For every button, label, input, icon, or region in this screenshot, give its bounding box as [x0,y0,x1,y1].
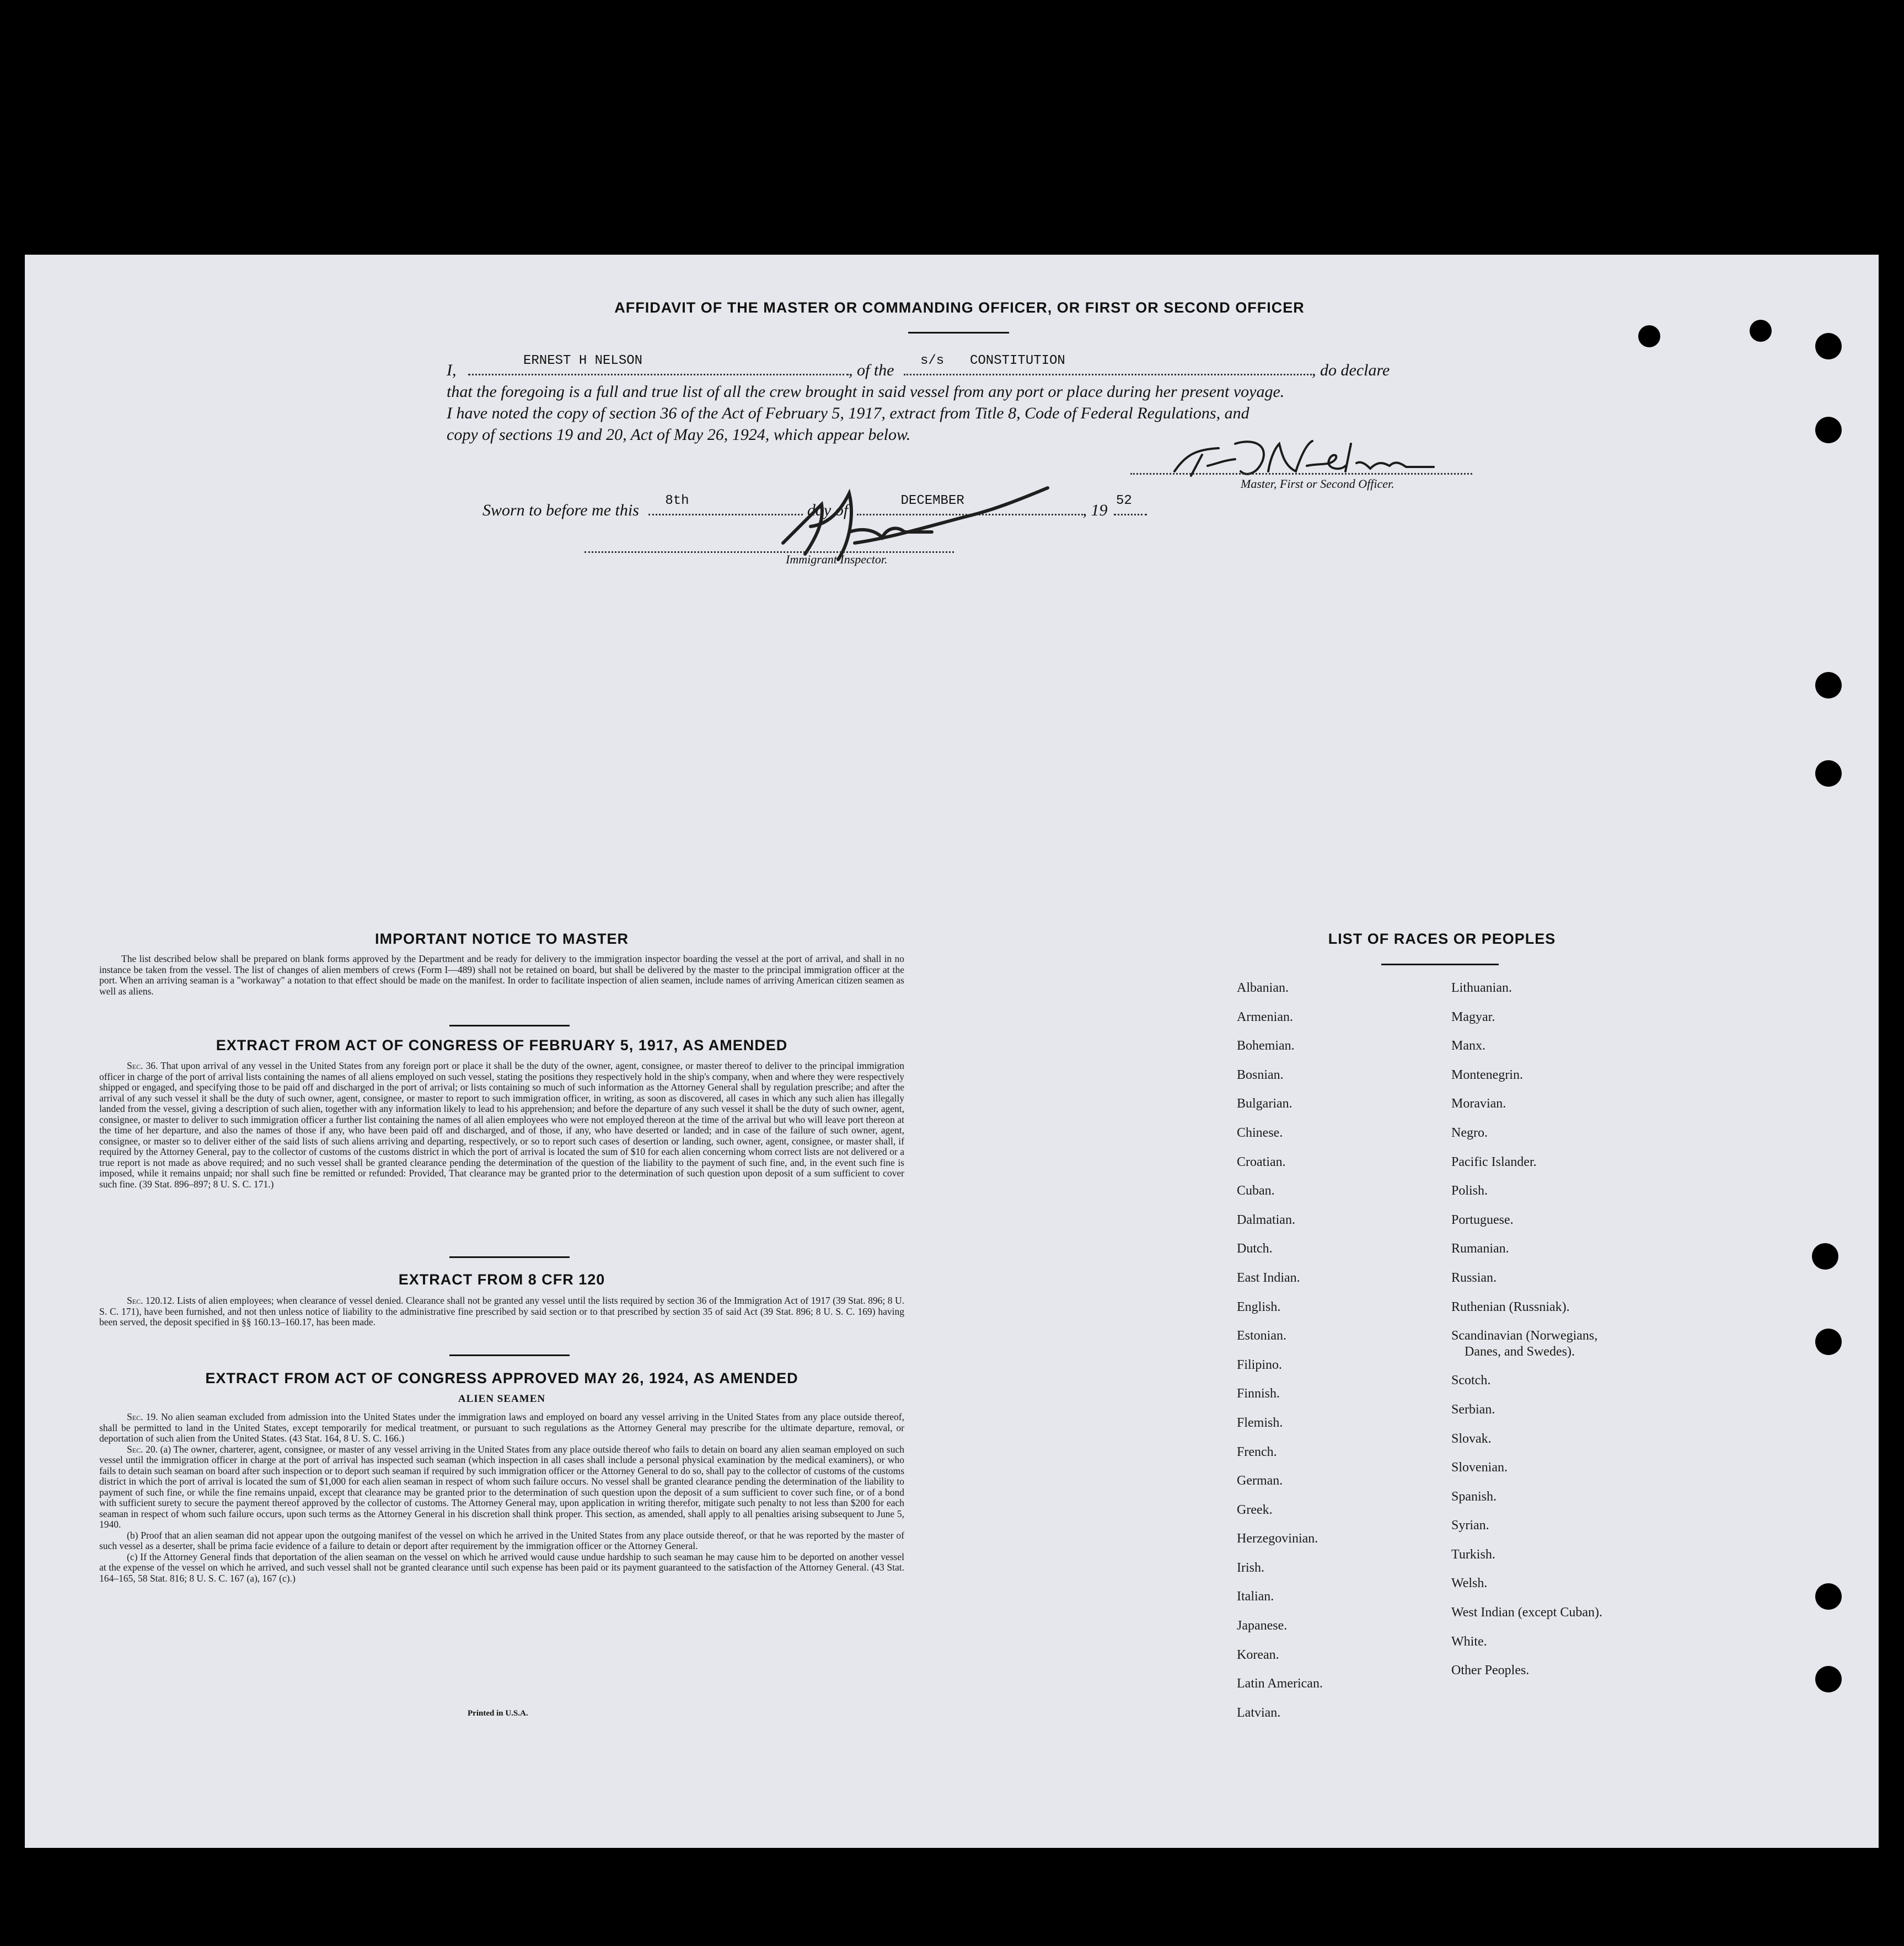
race-item: Pacific Islander. [1451,1154,1537,1169]
sec-36-text: That upon arrival of any vessel in the United States from any foreign port or place it shall be the duty of the owner, agent, consignee, or master thereof to deliver to the principal immigration officer in charge of the port of arrival lists containing the names of all aliens employed on such vessel, stating the positions they respectively hold in the ship's company, when and where they were respectively shipped or engaged, and specifying those to be paid off and discharged in the port of arrival; or lists containing so much of such information as the Attorney General shall by regulation prescribe; and after the arrival of any such vessel it shall be the duty of such owner, agent, consignee, or master to report to such immigration officer, in writing, as soon as discovered, all cases in which any such alien has illegally landed from the vessel, giving a description of such alien, together with any information likely to lead to his apprehension; and before the departure of any such vessel it shall be the duty of such owner, agent, consignee, or master to deliver to such immigration officer a further list containing the names of all alien employees who were not employed thereon at the time of the arrival but who will leave port thereon at the time of her departure, and also the names of those if any, who have been paid off and discharged, and of those, if any, who have deserted or landed; and in case of the failure of such owner, agent, consignee, or master so to deliver either of the said lists of such aliens arriving and departing, respectively, or so to report such cases of desertion or landing, such owner, agent, consignee, or master shall, if required by the Attorney General, pay to the collector of customs of the customs district in which the port of arrival is located the sum of $10 for each alien concerning whom correct lists are not delivered or a true report is not made as above required; and no such vessel shall be granted clearance pending the determination of the question of the liability to the payment of such fine, and, in the event such fine is imposed, while it remains unpaid; nor shall such fine be remitted or refunded: Provided, That clearance may be granted prior to the determination of such question upon deposit of a sum sufficient to cover such fine. (39 Stat. 896–897; 8 U. S. C. 171.) [99,1060,904,1190]
sec-19-text: No alien seaman excluded from admission into the United States under the immigration laws and employed on board any vessel arriving in the United States from any place outside thereof, shall be permitted to land in the United States, except temporarily for medical treatment, or pursuant to such regulations as the Attorney General may prescribe for the ultimate departure, removal, or deportation of such alien from the United States. (43 Stat. 164, 8 U. S. C. 166.) [99,1411,904,1444]
punch-hole [1815,1329,1842,1355]
sec-20b-paragraph: (b) Proof that an alien seaman did not appear upon the outgoing manifest of the vessel on which he arrived in the United States from any place outside thereof, or that he was reported by the master of such vessel as a deserter, shall be prima facie evidence of a failure to detain or deport after requirement by the immigration officer or the Attorney General. [99,1529,904,1551]
notice-title: IMPORTANT NOTICE TO MASTER [375,931,629,947]
race-item: Dutch. [1237,1241,1273,1256]
race-item: Rumanian. [1451,1241,1509,1256]
inspector-signature-line [584,535,954,553]
sworn-year-field [1114,493,1147,515]
sworn-day: 8th [665,493,689,508]
extract-1924-subtitle: ALIEN SEAMEN [458,1393,546,1405]
punch-hole [1812,1243,1838,1270]
race-item: Korean. [1237,1647,1279,1662]
punch-hole [1750,320,1772,342]
race-item: West Indian (except Cuban). [1451,1605,1602,1620]
race-item: Chinese. [1237,1125,1283,1140]
race-item: Danes, and Swedes). [1465,1344,1575,1359]
race-item: Latvian. [1237,1705,1281,1720]
text-of-the: , of the [849,361,894,379]
race-item: Latin American. [1237,1676,1323,1691]
extract-1924-body [99,1412,904,1584]
race-item: Russian. [1451,1270,1497,1285]
sec-36-label: Sec. 36. [127,1060,158,1071]
races-rule [1381,964,1499,965]
section-rule [449,1025,570,1026]
race-item: Spanish. [1451,1489,1497,1504]
race-item: White. [1451,1634,1487,1649]
sworn-year: 52 [1116,493,1132,508]
race-item: Turkish. [1451,1547,1495,1562]
inspector-caption: Immigrant Inspector. [786,552,888,566]
notice-paragraph: The list described below shall be prepared on blank forms approved by the Department and be ready for delivery to the immigration inspector boarding the vessel at the port of arrival, and shall in no instance be taken from the vessel. The list of changes of alien members of crews (Form I—489) shall not be retained on board, but shall be delivered by the master to the principal immigration officer at the port. When an arriving seaman is a "workaway" a notation to that effect should be made on the manifest. In order to facilitate inspection of alien seamen, include names of arriving American citizen seamen as well as aliens. [99,953,904,997]
race-item: Bohemian. [1237,1039,1295,1053]
sworn-month: DECEMBER [900,493,964,508]
affidavit-line-3: I have noted the copy of section 36 of the Act of February 5, 1917, extract from Title 8, Code of Federal Regulations, and [447,404,1249,422]
sec-20c-paragraph: (c) If the Attorney General finds that deportation of the alien seaman on the vessel on which he arrived would cause undue hardship to such seaman he may cause him to be deported on another vessel at the expense of the vessel on which he arrived, and such vessel shall not be granted clearance until such expense has been paid or its payment guaranteed to the satisfaction of the Attorney General. (43 Stat. 164–165, 58 Stat. 816; 8 U. S. C. 167 (a), 167 (c).) [99,1551,904,1584]
punch-hole [1815,1666,1842,1692]
sec-19-label: Sec. 19. [127,1411,158,1422]
race-item: Moravian. [1451,1096,1506,1111]
race-item: Welsh. [1451,1576,1488,1591]
punch-hole [1815,672,1842,698]
race-item: Polish. [1451,1184,1488,1198]
race-item: Manx. [1451,1039,1485,1053]
sec-20a-paragraph [99,1444,904,1530]
affidavit-line-1 [447,353,1472,381]
master-name: ERNEST H NELSON [523,353,643,368]
extract-cfr-body [99,1295,904,1328]
race-item: Lithuanian. [1451,981,1512,995]
sec-20-label: Sec. 20. [127,1443,158,1455]
race-item: Japanese. [1237,1619,1288,1633]
sworn-day-of: day of [807,501,849,519]
punch-hole [1815,760,1842,787]
printed-in-usa: Printed in U.S.A. [468,1709,528,1718]
vessel-prefix: s/s [920,353,945,368]
sec-120-text: Lists of alien employees; when clearance of vessel denied. Clearance shall not be granted any vessel until the lists required by section 36 of the Immigration Act of 1917 (39 Stat. 896; 8 U. S. C. 171), have been furnished, and not then unless notice of liability to the administrative fine prescribed by said section or to that prescribed by section 35 of said Act (39 Stat. 896; 8 U. S. C. 169) having been served, the deposit specified in §§ 160.13–160.17, has been made. [99,1295,904,1327]
affidavit-text [447,353,1472,445]
race-item: Slovenian. [1451,1460,1508,1475]
affidavit-line-2: that the foregoing is a full and true list of all the crew brought in said vessel from any port or place during her present voyage. [447,383,1285,401]
race-item: Filipino. [1237,1357,1283,1372]
race-item: Scandinavian (Norwegians, [1451,1329,1598,1343]
race-item: Irish. [1237,1560,1264,1575]
races-title: LIST OF RACES OR PEOPLES [1328,931,1556,947]
extract-1917-paragraph [99,1061,904,1190]
race-item: Ruthenian (Russniak). [1451,1299,1570,1314]
sec-20a-text: (a) The owner, charterer, agent, consignee, or master of any vessel arriving in the United States from any place outside thereof who fails to detain on board any alien seaman employed on such vessel until the immigration officer in charge at the port of arrival has inspected such seaman (which inspection in all cases shall include a personal physical examination by the medical examiners), or who fails to detain such seaman on board after such inspection or to deport such seaman if required by such immigration officer or the Attorney General to do so, shall pay to the collector of customs of the customs district in which the port of arrival is located the sum of $1,000 for each alien seaman in respect of whom such failure occurs. No vessel shall be granted clearance pending the determination of the liability to payment of such fine, or while the fine remains unpaid, except that clearance may be granted prior to the determination of such question upon the deposit of a sum sufficient to cover such fine, or of a bond with sufficient surety to secure the payment thereof approved by the collector of customs. The Attorney General may, upon application in writing therefor, mitigate such penalty to not less than $200 for each seaman in respect of whom such failure occurs, upon such terms as the Attorney General in his discretion shall think proper. This section, as amended, shall apply to all penalties arising subsequent to June 5, 1940. [99,1443,904,1530]
affidavit-title: AFFIDAVIT OF THE MASTER OR COMMANDING OFFICER, OR FIRST OR SECOND OFFICER [614,299,1305,316]
title-rule [908,332,1009,334]
sec-120-label: Sec. 120.12. [127,1295,175,1306]
sec-19-paragraph [99,1412,904,1444]
race-item: English. [1237,1299,1281,1314]
extract-cfr-title: EXTRACT FROM 8 CFR 120 [398,1271,605,1288]
extract-1917-body [99,1061,904,1190]
sworn-year-prefix: , 19 [1082,501,1108,519]
races-column-2 [1451,974,1602,1685]
races-column-1 [1237,974,1323,1727]
text-i: I, [447,361,457,379]
race-item: Cuban. [1237,1184,1275,1198]
punch-hole [1815,1583,1842,1610]
extract-1924-title: EXTRACT FROM ACT OF CONGRESS APPROVED MAY 26, 1924, AS AMENDED [205,1370,798,1386]
race-item: Flemish. [1237,1415,1283,1430]
race-item: East Indian. [1237,1270,1300,1285]
text-do-declare: , do declare [1312,361,1390,379]
race-item: Slovak. [1451,1431,1492,1446]
race-item: Syrian. [1451,1518,1489,1533]
signature-caption: Master, First or Second Officer. [1241,477,1395,491]
master-name-field [468,353,849,375]
race-item: Scotch. [1451,1373,1491,1388]
notice-body [99,954,904,997]
section-rule [449,1354,570,1356]
extract-1917-title: EXTRACT FROM ACT OF CONGRESS OF FEBRUARY 5, 1917, AS AMENDED [216,1037,788,1053]
race-item: Finnish. [1237,1386,1280,1401]
race-item: Negro. [1451,1125,1488,1140]
race-item: Croatian. [1237,1154,1286,1169]
race-item: Albanian. [1237,981,1289,995]
vessel-field [904,353,1312,375]
race-item: Montenegrin. [1451,1067,1523,1082]
affidavit-line-4: copy of sections 19 and 20, Act of May 26, 1924, which appear below. [447,426,911,444]
extract-cfr-paragraph [99,1295,904,1328]
race-item: Bosnian. [1237,1067,1284,1082]
master-signature-line [1130,456,1472,475]
race-item: French. [1237,1444,1277,1459]
race-item: Bulgarian. [1237,1096,1292,1111]
punch-hole [1815,417,1842,443]
section-rule [449,1256,570,1258]
race-item: Serbian. [1451,1402,1495,1417]
race-item: Italian. [1237,1589,1274,1604]
vessel-name: CONSTITUTION [970,353,1065,368]
race-item: Other Peoples. [1451,1663,1530,1678]
race-item: Dalmatian. [1237,1212,1295,1227]
race-item: Estonian. [1237,1329,1286,1343]
punch-hole [1638,325,1660,347]
race-item: Portuguese. [1451,1212,1514,1227]
race-item: German. [1237,1474,1283,1488]
race-item: Armenian. [1237,1009,1293,1024]
sworn-prefix: Sworn to before me this [482,501,639,519]
race-item: Herzegovinian. [1237,1531,1318,1546]
race-item: Magyar. [1451,1009,1495,1024]
punch-hole [1815,333,1842,359]
race-item: Greek. [1237,1502,1273,1517]
